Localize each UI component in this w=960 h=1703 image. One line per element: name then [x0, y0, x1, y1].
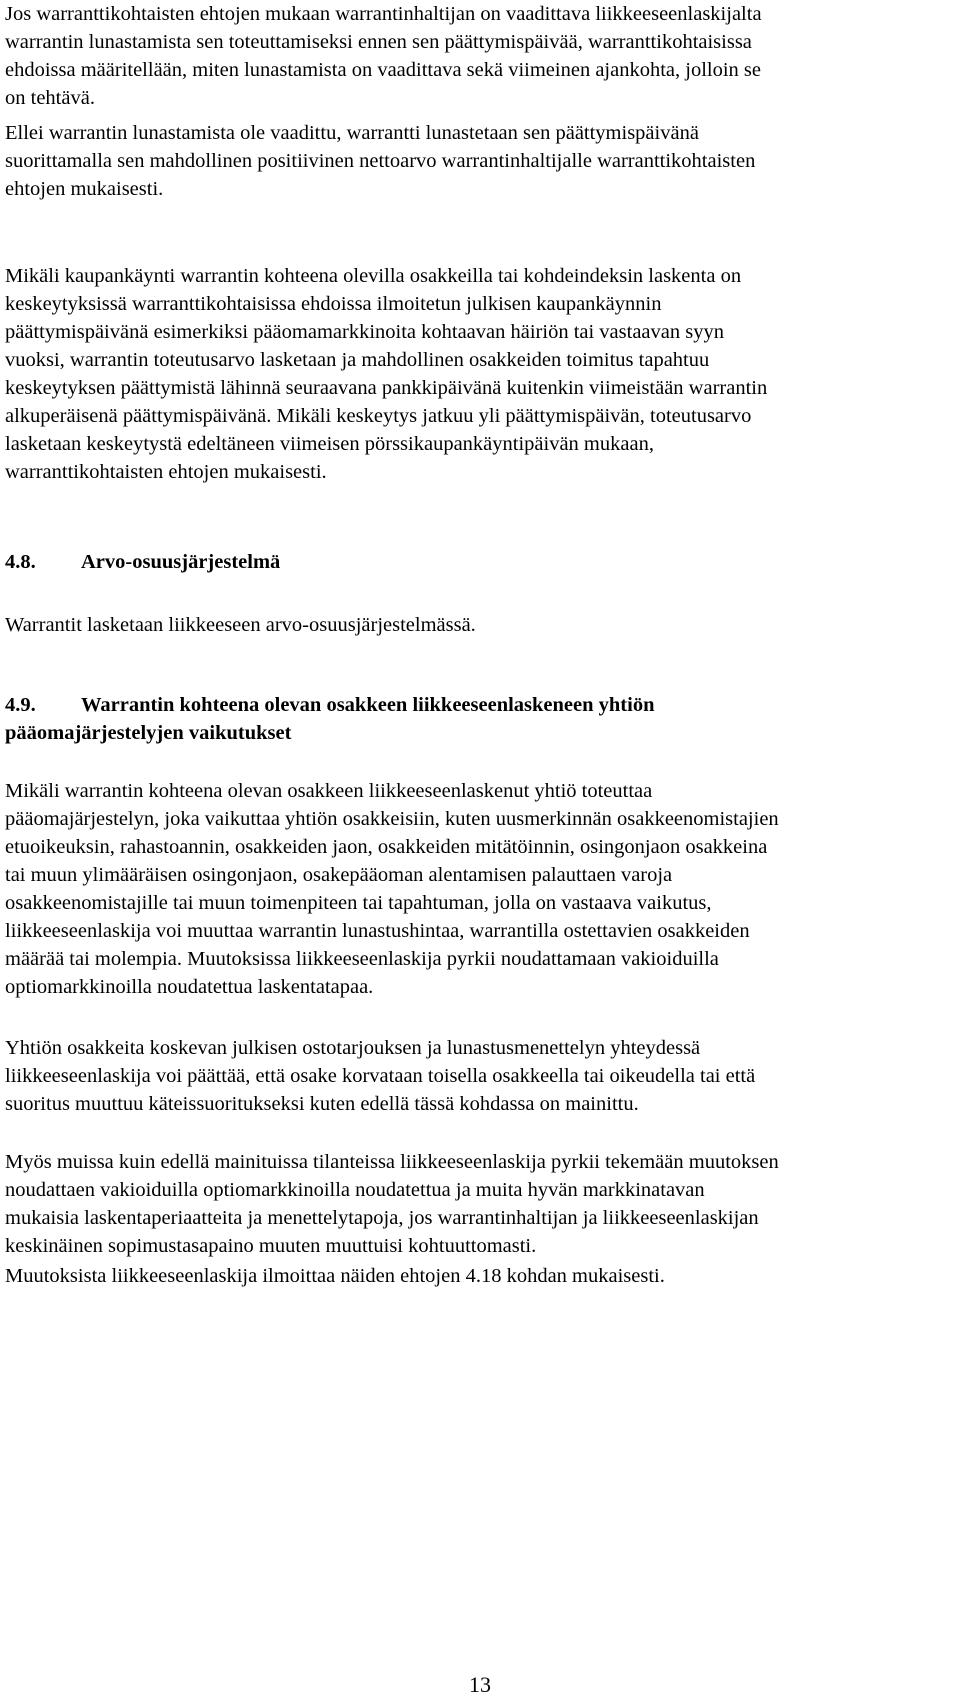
section-title-line-1: Warrantin kohteena olevan osakkeen liikkeeseenlaskeneen yhtiön [81, 694, 655, 716]
paragraph-tender-offer: Yhtiön osakkeita koskevan julkisen ostotarjouksen ja lunastusmenettelyn yhteydessä liikkeeseenlaskija voi päättää, että osake korvataan toisella osakkeella tai oikeudella tai että suoritus muuttuu käteissuoritukseksi kuten edellä tässä kohdassa on mainittu. [5, 1037, 756, 1115]
paragraph-automatic-redemption: Ellei warrantin lunastamista ole vaadittu, warrantti lunastetaan sen päättymispäivänä suorittamalla sen mahdollinen positiivinen nettoarvo warrantinhaltijalle warranttikohtaisten ehtojen mukaisesti. [5, 122, 756, 200]
page-number: 13 [469, 1672, 491, 1697]
paragraph-notification: Muutoksista liikkeeseenlaskija ilmoittaa näiden ehtojen 4.18 kohdan mukaisesti. [5, 1265, 665, 1287]
section-number: 4.8. [5, 551, 36, 573]
paragraph-other-adjustments: Myös muissa kuin edellä mainituissa tilanteissa liikkeeseenlaskija pyrkii tekemään muutoksen noudattaen vakioiduilla optiomarkkinoilla noudatettua ja muita hyvän markkinatavan mukaisia laskentaperiaatteita ja menettelytapoja, jos warrantinhaltijan ja liikkeeseenlaskijan keskinäinen sopimustasapaino muuten muuttuisi kohtuuttomasti. [5, 1151, 779, 1257]
paragraph-trading-suspension: Mikäli kaupankäynti warrantin kohteena olevilla osakkeilla tai kohdeindeksin laskenta on keskeytyksissä warranttikohtaisissa ehdoissa ilmoitetun julkisen kaupankäynnin päättymispäivänä esimerkiksi pääomamarkkinoita kohtaavan häiriön tai vastaavan syyn vuoksi, warrantin toteutusarvo lasketaan ja mahdollinen osakkeiden toimitus tapahtuu keskeytyksen päättymistä lähinnä seuraavana pankkipäivänä kuitenkin viimeistään warrantin alkuperäisenä päättymispäivänä. Mikäli keskeytys jatkuu yli päättymispäivän, toteutusarvo lasketaan keskeytystä edeltäneen viimeisen pörssikaupankäyntipäivän mukaan, warranttikohtaisten ehtojen mukaisesti. [5, 265, 768, 483]
paragraph-book-entry-system: Warrantit lasketaan liikkeeseen arvo-osuusjärjestelmässä. [5, 614, 476, 636]
section-title: Arvo-osuusjärjestelmä [81, 551, 281, 573]
section-heading-4-9 [5, 691, 654, 747]
section-number: 4.9. [5, 694, 36, 716]
section-title-line-2: pääomajärjestelyjen vaikutukset [5, 722, 292, 744]
paragraph-warrant-redemption-request: Jos warranttikohtaisten ehtojen mukaan warrantinhaltijan on vaadittava liikkeeseenlaskijalta warrantin lunastamista sen toteuttamiseksi ennen sen päättymispäivää, warranttikohtaisissa ehdoissa määritellään, miten lunastamista on vaadittava sekä viimeinen ajankohta, jolloin se on tehtävä. [5, 3, 762, 109]
section-heading-4-8 [5, 548, 280, 576]
paragraph-capital-restructuring: Mikäli warrantin kohteena olevan osakkeen liikkeeseenlaskenut yhtiö toteuttaa pääomajärjestelyn, joka vaikuttaa yhtiön osakkeisiin, kuten uusmerkinnän osakkeenomistajien etuoikeuksin, rahastoannin, osakkeiden jaon, osakkeiden mitätöinnin, osingonjaon osakkeina tai muun ylimääräisen osingonjaon, osakepääoman alentamisen palauttaen varoja osakkeenomistajille tai muun toimenpiteen tai tapahtuman, jolla on vastaava vaikutus, liikkeeseenlaskija voi muuttaa warrantin lunastushintaa, warrantilla ostettavien osakkeiden määrää tai molempia. Muutoksissa liikkeeseenlaskija pyrkii noudattamaan vakioiduilla optiomarkkinoilla noudatettua laskentatapaa. [5, 780, 779, 998]
